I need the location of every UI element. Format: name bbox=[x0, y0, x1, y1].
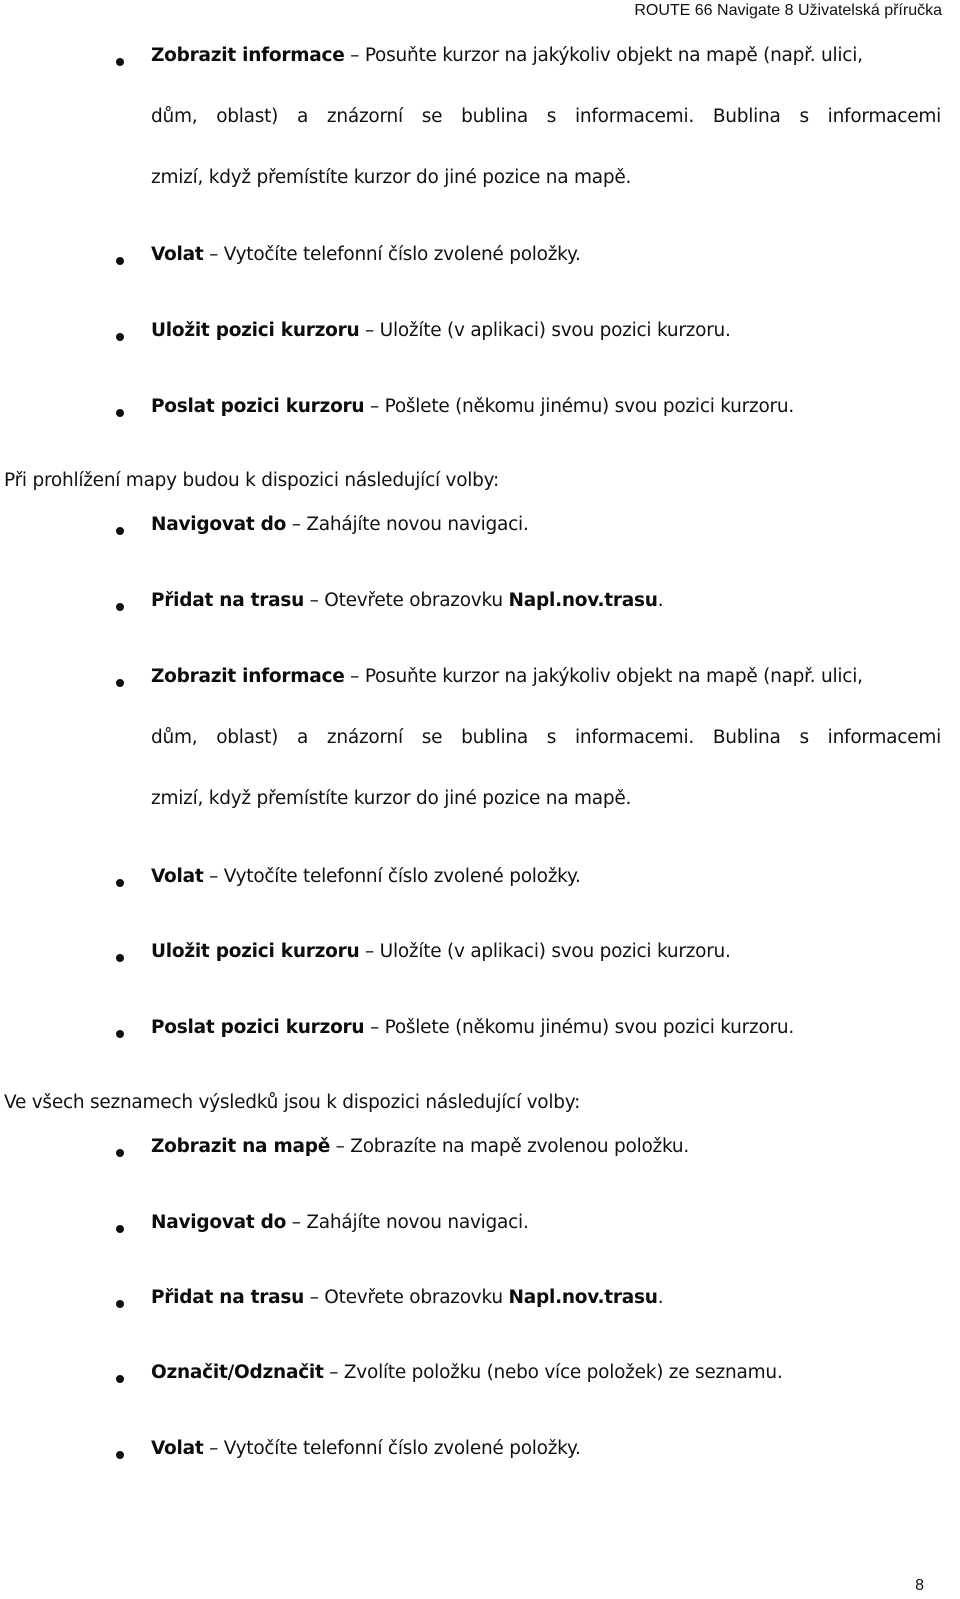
option-description: Pošlete (někomu jinému) svou pozici kurzoru. bbox=[384, 396, 794, 417]
option-description-line-1: Posuňte kurzor na jakýkoliv objekt na mapě (např. ulici, bbox=[364, 666, 863, 687]
option-separator: – bbox=[359, 941, 380, 962]
option-separator: – bbox=[323, 1362, 344, 1383]
option-term: Navigovat do bbox=[151, 514, 287, 535]
option-description-line-3: zmizí, když přemístíte kurzor do jiné pozice na mapě. bbox=[151, 788, 632, 809]
option-description-line-2: dům, oblast) a znázorní se bublina s informacemi. Bublina s informacemi bbox=[151, 106, 941, 127]
results-list-heading: Ve všech seznamech výsledků jsou k dispozici následující volby: bbox=[4, 1092, 581, 1113]
option-separator: – bbox=[344, 45, 365, 66]
option-item-navigate-to bbox=[151, 1212, 941, 1233]
option-item-add-to-route bbox=[151, 1287, 941, 1308]
option-term: Přidat na trasu bbox=[151, 590, 305, 611]
option-item-call bbox=[151, 866, 941, 887]
option-item-add-to-route bbox=[151, 590, 941, 611]
map-browsing-heading: Při prohlížení mapy budou k dispozici následující volby: bbox=[4, 470, 499, 491]
option-description: Vytočíte telefonní číslo zvolené položky. bbox=[223, 244, 581, 265]
option-highlight: Napl.nov.trasu bbox=[508, 590, 658, 611]
option-description: Uložíte (v aplikaci) svou pozici kurzoru. bbox=[379, 941, 731, 962]
option-term: Poslat pozici kurzoru bbox=[151, 1017, 365, 1038]
option-item-navigate-to bbox=[151, 514, 941, 535]
option-term: Přidat na trasu bbox=[151, 1287, 305, 1308]
option-description: Otevřete obrazovku bbox=[324, 1287, 509, 1308]
option-separator: – bbox=[330, 1136, 351, 1157]
option-item-send-cursor-position bbox=[151, 396, 941, 417]
option-term: Zobrazit informace bbox=[151, 45, 345, 66]
option-description: Vytočíte telefonní číslo zvolené položky. bbox=[223, 866, 581, 887]
option-description: Zobrazíte na mapě zvolenou položku. bbox=[350, 1136, 690, 1157]
option-item-save-cursor-position bbox=[151, 320, 941, 341]
option-description: Zahájíte novou navigaci. bbox=[306, 1212, 529, 1233]
option-separator: – bbox=[286, 1212, 307, 1233]
option-item-show-on-map bbox=[151, 1136, 941, 1157]
option-description: Pošlete (někomu jinému) svou pozici kurzoru. bbox=[384, 1017, 794, 1038]
option-term: Poslat pozici kurzoru bbox=[151, 396, 365, 417]
option-term: Volat bbox=[151, 244, 204, 265]
option-separator: – bbox=[203, 1438, 224, 1459]
option-separator: – bbox=[359, 320, 380, 341]
option-description: Otevřete obrazovku bbox=[324, 590, 509, 611]
option-separator: – bbox=[344, 666, 365, 687]
option-item-save-cursor-position bbox=[151, 941, 941, 962]
option-description-line-3: zmizí, když přemístíte kurzor do jiné pozice na mapě. bbox=[151, 167, 632, 188]
option-item-show-info bbox=[151, 45, 941, 188]
option-separator: – bbox=[203, 866, 224, 887]
option-term: Volat bbox=[151, 1438, 204, 1459]
option-separator: – bbox=[203, 244, 224, 265]
option-separator: – bbox=[304, 1287, 325, 1308]
option-separator: – bbox=[364, 1017, 385, 1038]
option-item-send-cursor-position bbox=[151, 1017, 941, 1038]
option-term: Volat bbox=[151, 866, 204, 887]
option-highlight: Napl.nov.trasu bbox=[508, 1287, 658, 1308]
option-description-line-1: Posuňte kurzor na jakýkoliv objekt na mapě (např. ulici, bbox=[364, 45, 863, 66]
option-description: Uložíte (v aplikaci) svou pozici kurzoru. bbox=[379, 320, 731, 341]
option-description: Zvolíte položku (nebo více položek) ze seznamu. bbox=[343, 1362, 783, 1383]
option-description: Zahájíte novou navigaci. bbox=[306, 514, 529, 535]
page-number: 8 bbox=[915, 1577, 924, 1594]
option-term: Zobrazit informace bbox=[151, 666, 345, 687]
option-item-call bbox=[151, 1438, 941, 1459]
option-separator: – bbox=[304, 590, 325, 611]
option-term: Uložit pozici kurzoru bbox=[151, 320, 360, 341]
option-term: Označit/Odznačit bbox=[151, 1362, 324, 1383]
option-item-mark-unmark bbox=[151, 1362, 941, 1383]
option-term: Navigovat do bbox=[151, 1212, 287, 1233]
option-separator: – bbox=[364, 396, 385, 417]
option-suffix: . bbox=[657, 1287, 664, 1308]
option-term: Zobrazit na mapě bbox=[151, 1136, 331, 1157]
option-description-line-2: dům, oblast) a znázorní se bublina s informacemi. Bublina s informacemi bbox=[151, 727, 941, 748]
page-header: ROUTE 66 Navigate 8 Uživatelská příručka bbox=[634, 2, 942, 19]
option-item-show-info bbox=[151, 666, 941, 809]
option-item-call bbox=[151, 244, 941, 265]
option-description: Vytočíte telefonní číslo zvolené položky. bbox=[223, 1438, 581, 1459]
option-separator: – bbox=[286, 514, 307, 535]
option-term: Uložit pozici kurzoru bbox=[151, 941, 360, 962]
option-suffix: . bbox=[657, 590, 664, 611]
